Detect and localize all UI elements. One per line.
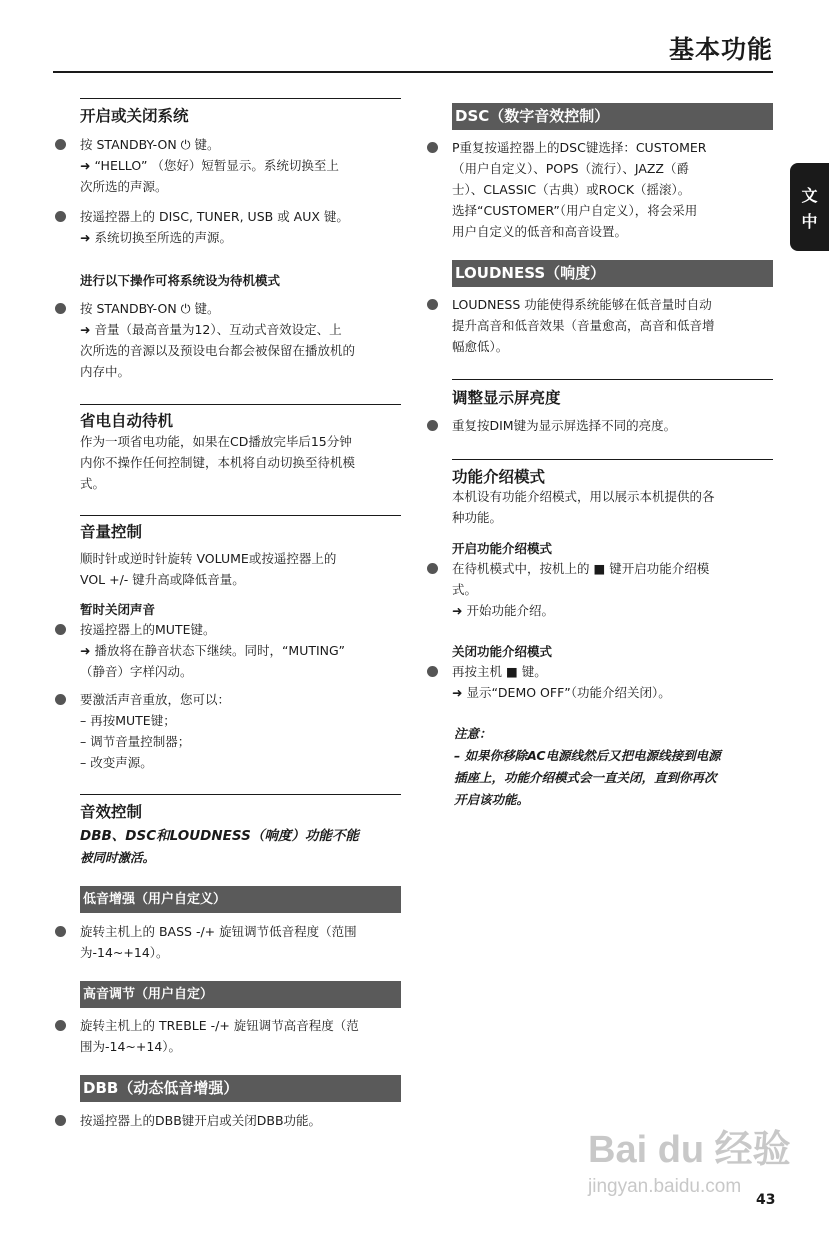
page-title: 基本功能: [668, 35, 773, 64]
section-title-volume: 音量控制: [80, 523, 143, 541]
text-line: 式。: [452, 582, 478, 597]
bullet-icon: [55, 211, 66, 222]
text-line: ➜ 音量（最高音量为12）、互动式音效设定、上: [80, 322, 342, 337]
subsection-title: 进行以下操作可将系统设为待机模式: [80, 273, 281, 288]
text-line: 再按主机 ■ 键。: [452, 664, 547, 679]
text-line: 按遥控器上的 DISC, TUNER, USB 或 AUX 键。: [80, 209, 349, 224]
text-line: ➜ 显示“DEMO OFF”（功能介绍关闭）。: [452, 685, 671, 700]
text-line: 用户自定义的低音和高音设置。: [452, 224, 628, 239]
note-line: – 如果你移除AC电源线然后又把电源线接到电源: [454, 748, 721, 763]
text-line: 在待机模式中，按机上的 ■ 键开启功能介绍模: [452, 561, 710, 576]
section-rule: [80, 515, 401, 516]
dash-item: – 调节音量控制器；: [80, 734, 191, 749]
text-line: ➜ “HELLO” （您好）短暂显示。系统切换至上: [80, 158, 339, 173]
text-line: 顺时针或逆时针旋转 VOLUME或按遥控器上的: [80, 551, 337, 566]
subsection-title: 开启功能介绍模式: [452, 541, 553, 556]
watermark-url: jingyan.baidu.com: [588, 1176, 742, 1197]
text-line: ➜ 播放将在静音状态下继续。同时，“MUTING”: [80, 643, 345, 658]
text-line: VOL +/- 键升高或降低音量。: [80, 572, 245, 587]
band-dsc: DSC（数字音效控制）: [452, 103, 773, 130]
language-tab-char-1: 文: [801, 186, 818, 205]
text-line: 种功能。: [452, 510, 503, 525]
dash-item: – 改变声源。: [80, 755, 153, 770]
text-line: LOUDNESS 功能使得系统能够在低音量时自动: [452, 297, 712, 312]
bullet-icon: [55, 303, 66, 314]
text-line: P重复按遥控器上的DSC键选择：CUSTOMER: [452, 140, 707, 155]
text-line: 内存中。: [80, 364, 131, 379]
bullet-icon: [55, 926, 66, 937]
section-rule: [80, 404, 401, 405]
bullet-icon: [427, 299, 438, 310]
text-line: 作为一项省电功能，如果在CD播放完毕后15分钟: [80, 434, 352, 449]
section-title-power: 开启或关闭系统: [80, 107, 189, 125]
band-dbb: DBB（动态低音增强）: [80, 1075, 401, 1102]
section-rule: [80, 794, 401, 795]
note-line: 开启该功能。: [454, 792, 530, 807]
section-title-sound: 音效控制: [80, 803, 143, 821]
subsection-title: 关闭功能介绍模式: [452, 644, 553, 659]
text-line: DBB、DSC和LOUDNESS（响度）功能不能: [80, 828, 359, 844]
band-bass: 低音增强（用户自定义）: [80, 886, 401, 913]
section-rule: [80, 98, 401, 99]
text-line: 选择“CUSTOMER”（用户自定义），将会采用: [452, 203, 698, 218]
text-line: 内你不操作任何控制键，本机将自动切换至待机模: [80, 455, 356, 470]
text-line: 式。: [80, 476, 106, 491]
watermark-logo: Bai du 经验: [588, 1129, 791, 1171]
text-line: ➜ 系统切换至所选的声源。: [80, 230, 232, 245]
bullet-icon: [55, 624, 66, 635]
text-line: 为-14~+14）。: [80, 945, 169, 960]
text-line: 围为-14~+14）。: [80, 1039, 182, 1054]
text-line: 次所选的音源以及预设电台都会被保留在播放机的: [80, 343, 356, 358]
text-line: 被同时激活。: [80, 850, 156, 865]
text-line: （静音）字样闪动。: [80, 664, 193, 679]
bullet-icon: [427, 666, 438, 677]
text-line: 士）、CLASSIC（古典）或ROCK（摇滚）。: [452, 182, 691, 197]
section-title-dim: 调整显示屏亮度: [452, 389, 561, 407]
text-line: 幅愈低）。: [452, 339, 509, 354]
subsection-title: 暂时关闭声音: [80, 602, 156, 617]
text-line: 提升高音和低音效果（音量愈高，高音和低音增: [452, 318, 715, 333]
bullet-icon: [427, 563, 438, 574]
text-line: 按 STANDBY-ON ⏻ 键。: [80, 137, 220, 152]
bullet-icon: [427, 420, 438, 431]
language-tab-char-2: 中: [801, 212, 818, 231]
text-line: 按 STANDBY-ON ⏻ 键。: [80, 301, 220, 316]
note-title: 注意：: [454, 726, 492, 741]
bullet-icon: [427, 142, 438, 153]
note-line: 插座上，功能介绍模式会一直关闭，直到你再次: [454, 770, 717, 785]
text-line: 本机设有功能介绍模式，用以展示本机提供的各: [452, 489, 715, 504]
band-treble: 高音调节（用户自定）: [80, 981, 401, 1008]
text-line: 次所选的声源。: [80, 179, 168, 194]
text-line: 旋转主机上的 TREBLE -/+ 旋钮调节高音程度（范: [80, 1018, 359, 1033]
bullet-icon: [55, 1115, 66, 1126]
section-title-demo: 功能介绍模式: [452, 468, 546, 486]
text-line: 旋转主机上的 BASS -/+ 旋钮调节低音程度（范围: [80, 924, 357, 939]
header-rule: [53, 71, 773, 73]
dash-item: – 再按MUTE键；: [80, 713, 176, 728]
bullet-icon: [55, 139, 66, 150]
band-loudness: LOUDNESS（响度）: [452, 260, 773, 287]
text-line: 按遥控器上的MUTE键。: [80, 622, 216, 637]
text-line: 按遥控器上的DBB键开启或关闭DBB功能。: [80, 1113, 322, 1128]
text-line: 要激活声音重放，您可以：: [80, 692, 231, 707]
section-rule: [452, 379, 773, 380]
section-rule: [452, 459, 773, 460]
language-tab: [790, 163, 829, 251]
bullet-icon: [55, 694, 66, 705]
text-line: （用户自定义）、POPS（流行）、JAZZ（爵: [452, 161, 689, 176]
section-title-auto-standby: 省电自动待机: [80, 412, 174, 430]
page-number: 43: [756, 1192, 776, 1208]
bullet-icon: [55, 1020, 66, 1031]
text-line: 重复按DIM键为显示屏选择不同的亮度。: [452, 418, 677, 433]
text-line: ➜ 开始功能介绍。: [452, 603, 554, 618]
